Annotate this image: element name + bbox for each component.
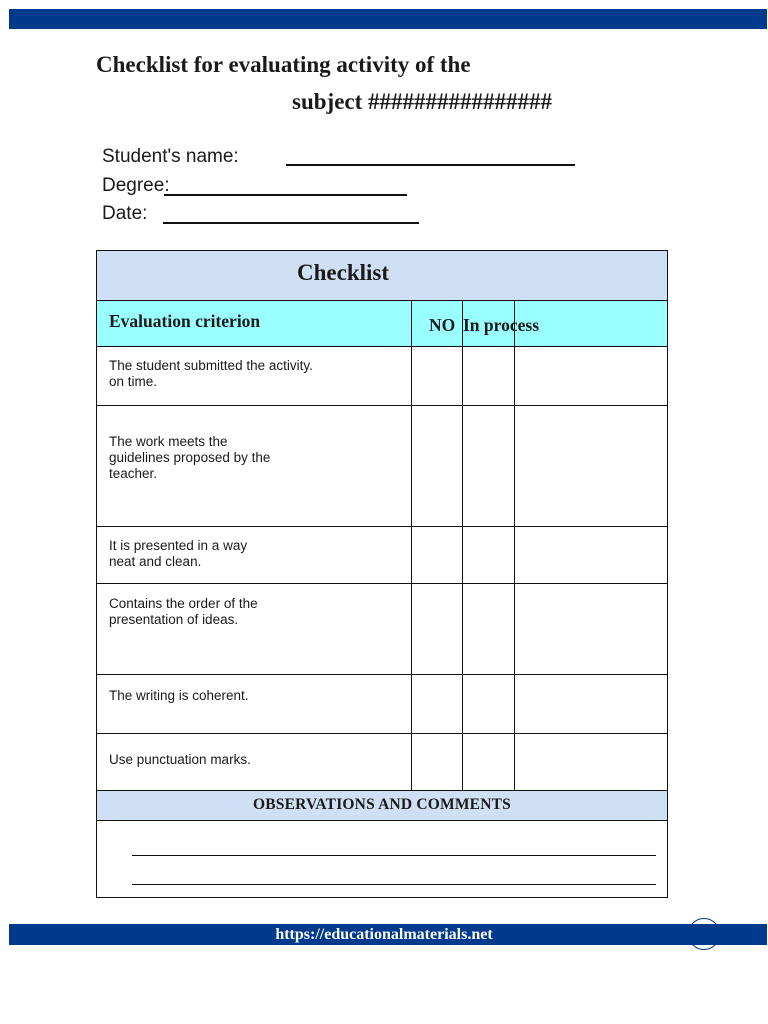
criterion-text: The writing is coherent. [109,688,249,703]
criterion-text: Contains the order of the presentation of ideas. [109,596,258,627]
comment-line[interactable] [132,855,656,856]
student-name-field[interactable] [286,164,575,166]
degree-label: Degree: [102,175,170,196]
date-label: Date: [102,203,148,224]
observations-title: OBSERVATIONS AND COMMENTS [253,796,511,813]
observations-header [97,790,667,821]
checklist-header [97,251,667,301]
document-title-line2: subject ################ [292,89,553,114]
criterion-text: It is presented in a way neat and clean. [109,538,248,569]
table-row [97,584,667,675]
comment-line[interactable] [132,884,656,885]
circle-icon [688,918,720,950]
criterion-text: The student submitted the activity. on time. [109,358,313,389]
checklist-title: Checklist [297,260,389,285]
table-row [97,734,667,790]
column-header-row [97,301,667,347]
footer-url-link[interactable]: https://educationalmaterials.net [275,926,493,943]
column-header-in-process: In process [463,315,540,335]
table-row [97,527,667,584]
table-row [97,347,667,406]
criterion-text: Use punctuation marks. [109,752,251,767]
table-row [97,675,667,734]
document-title-line1: Checklist for evaluating activity of the [96,52,471,77]
column-header-no: NO [429,315,456,335]
column-header-criterion: Evaluation criterion [109,311,261,331]
date-field[interactable] [163,222,419,224]
top-banner-bar [9,9,767,29]
degree-field[interactable] [164,194,407,196]
checklist-table [96,250,668,898]
criterion-text: The work meets the guidelines proposed by the teacher. [109,434,271,481]
table-row [97,406,667,527]
student-name-label: Student's name: [102,146,239,167]
